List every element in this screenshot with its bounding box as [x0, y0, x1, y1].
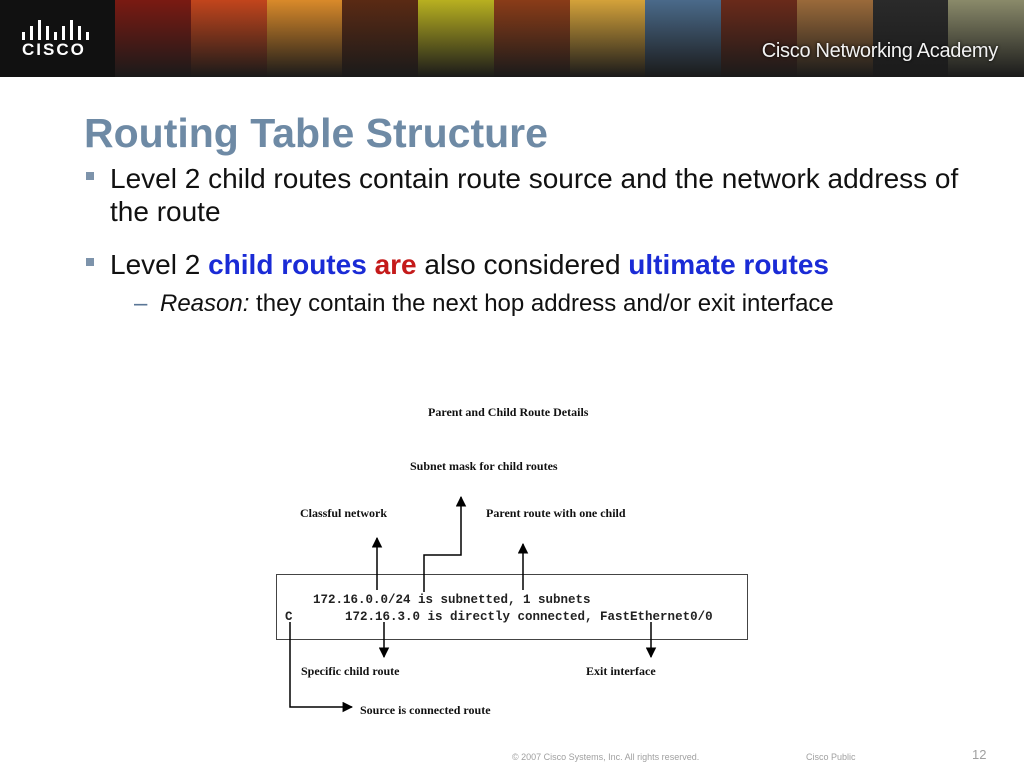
routing-output-box — [276, 574, 748, 640]
footer-copyright: © 2007 Cisco Systems, Inc. All rights reserved. — [512, 752, 700, 762]
academy-title: Cisco Networking Academy — [761, 40, 998, 62]
bullet2-ultimate-routes: ultimate routes — [628, 249, 829, 280]
bullet-square-icon — [86, 258, 94, 266]
label-parent-route: Parent route with one child — [486, 506, 626, 520]
diagram-title: Parent and Child Route Details — [428, 405, 589, 419]
bullet-square-icon — [86, 172, 94, 180]
photo-panel — [570, 0, 646, 77]
sub-bullet-text: they contain the next hop address and/or exit interface — [249, 290, 834, 317]
photo-panel — [948, 0, 1024, 77]
cisco-logo-text: CISCO — [22, 40, 86, 59]
footer-classification: Cisco Public — [806, 752, 856, 762]
cisco-logo — [0, 0, 115, 77]
bullet2-space — [367, 249, 375, 280]
photo-panel — [267, 0, 343, 77]
photo-panel — [721, 0, 797, 77]
sub-bullet-reason: Reason: — [160, 290, 250, 317]
bullet-list — [84, 162, 964, 318]
photo-panel — [418, 0, 494, 77]
label-subnet-mask: Subnet mask for child routes — [410, 459, 558, 473]
label-specific-child: Specific child route — [301, 664, 400, 678]
photo-panel — [115, 0, 191, 77]
bullet-item-1 — [84, 162, 964, 228]
photo-panel — [645, 0, 721, 77]
label-classful-network: Classful network — [300, 506, 388, 520]
bullet2-are: are — [374, 249, 417, 280]
route-line-child: C 172.16.3.0 is directly connected, FastEthernet0/0 — [285, 610, 713, 624]
bullet-text-1: Level 2 child routes contain route source and the network address of the route — [110, 163, 959, 227]
header-banner — [0, 0, 1024, 77]
photo-panel — [342, 0, 418, 77]
photo-strip — [115, 0, 1024, 77]
bullet-item-2 — [84, 248, 964, 281]
photo-panel — [873, 0, 949, 77]
slide-title: Routing Table Structure — [84, 110, 548, 156]
sub-bullet-dash: – — [134, 290, 148, 317]
photo-panel — [494, 0, 570, 77]
page-number: 12 — [972, 747, 987, 762]
bullet2-part5: also considered — [416, 249, 629, 280]
sub-bullet-item — [84, 289, 964, 318]
route-line-parent: 172.16.0.0/24 is subnetted, 1 subnets — [283, 593, 591, 607]
cisco-bars-icon — [22, 20, 92, 42]
bullet2-part1: Level 2 — [110, 249, 209, 280]
photo-panel — [191, 0, 267, 77]
label-source-connected: Source is connected route — [360, 703, 491, 717]
bullet2-child-routes: child routes — [208, 249, 367, 280]
photo-panel — [797, 0, 873, 77]
label-exit-interface: Exit interface — [586, 664, 656, 678]
